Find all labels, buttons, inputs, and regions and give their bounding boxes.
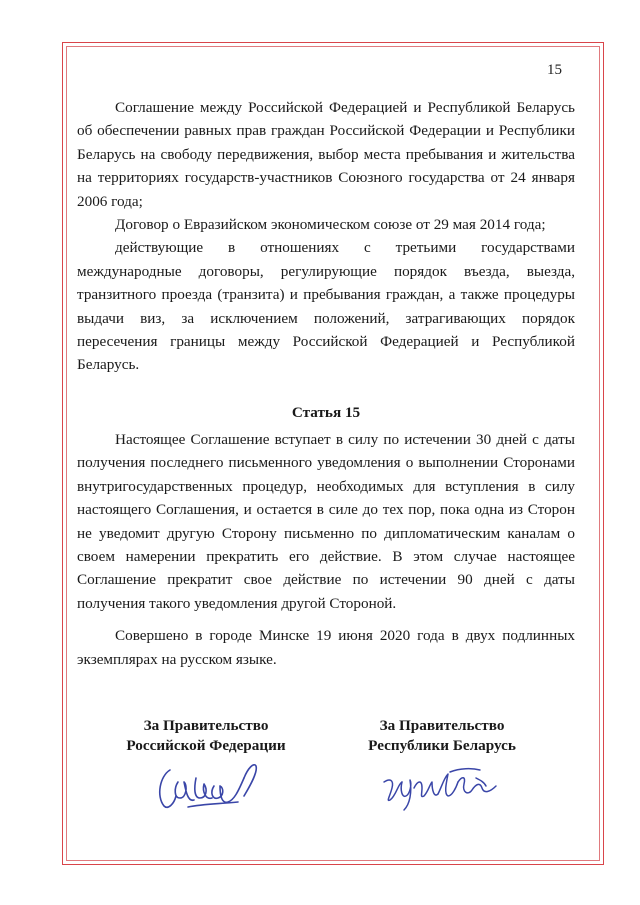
signature-block-left	[96, 716, 316, 756]
paragraph: Настоящее Соглашение вступает в силу по истечении 30 дней с даты получения последнего письменного уведомления о выполнении Сторонами внутригосударственных процедур, необходимых для вступления в силу настоящего Соглашения, и остается в силе до тех пор, пока одна из Сторон не уведомит другую Сторону письменно по дипломатическим каналам о своем намерении прекратить его действие. В этом случае настоящее Соглашение прекратит свое действие по истечении 90 дней с даты получения такого уведомления другой Стороной.	[77, 431, 575, 612]
body-text-top	[77, 96, 575, 377]
paragraph: Соглашение между Российской Федерацией и Республикой Беларусь об обеспечении равных прав граждан Российской Федерации и Республики Беларусь на свободу передвижения, выбор места пребывания и жительства на территориях государств-участников Союзного государства от 24 января 2006 года;	[77, 99, 575, 210]
signature-heading-line1: За Правительство	[379, 717, 505, 734]
signature-block-right	[332, 716, 552, 756]
article-heading: Статья 15	[291, 404, 361, 421]
handwritten-signature-left	[148, 752, 268, 822]
paragraph: Совершено в городе Минске 19 июня 2020 года в двух подлинных экземплярах на русском языке.	[77, 627, 575, 668]
signature-heading-line2: Республики Беларусь	[368, 737, 516, 754]
paragraph: действующие в отношениях с третьими государствами международные договоры, регулирующие порядок въезда, выезда, транзитного проезда (транзита) и пребывания граждан, а также процедуры выдачи виз, за исключением положений, затрагивающих порядок пересечения границы между Российской Федерацией и Республикой Беларусь.	[77, 239, 575, 374]
body-text-bottom	[77, 428, 575, 680]
signature-heading-line1: За Правительство	[143, 717, 269, 734]
handwritten-signature-right	[376, 758, 506, 818]
paragraph: Договор о Евразийском экономическом союзе от 29 мая 2014 года;	[115, 216, 546, 234]
signature-heading-line2: Российской Федерации	[126, 737, 286, 754]
page-number: 15	[547, 62, 562, 78]
